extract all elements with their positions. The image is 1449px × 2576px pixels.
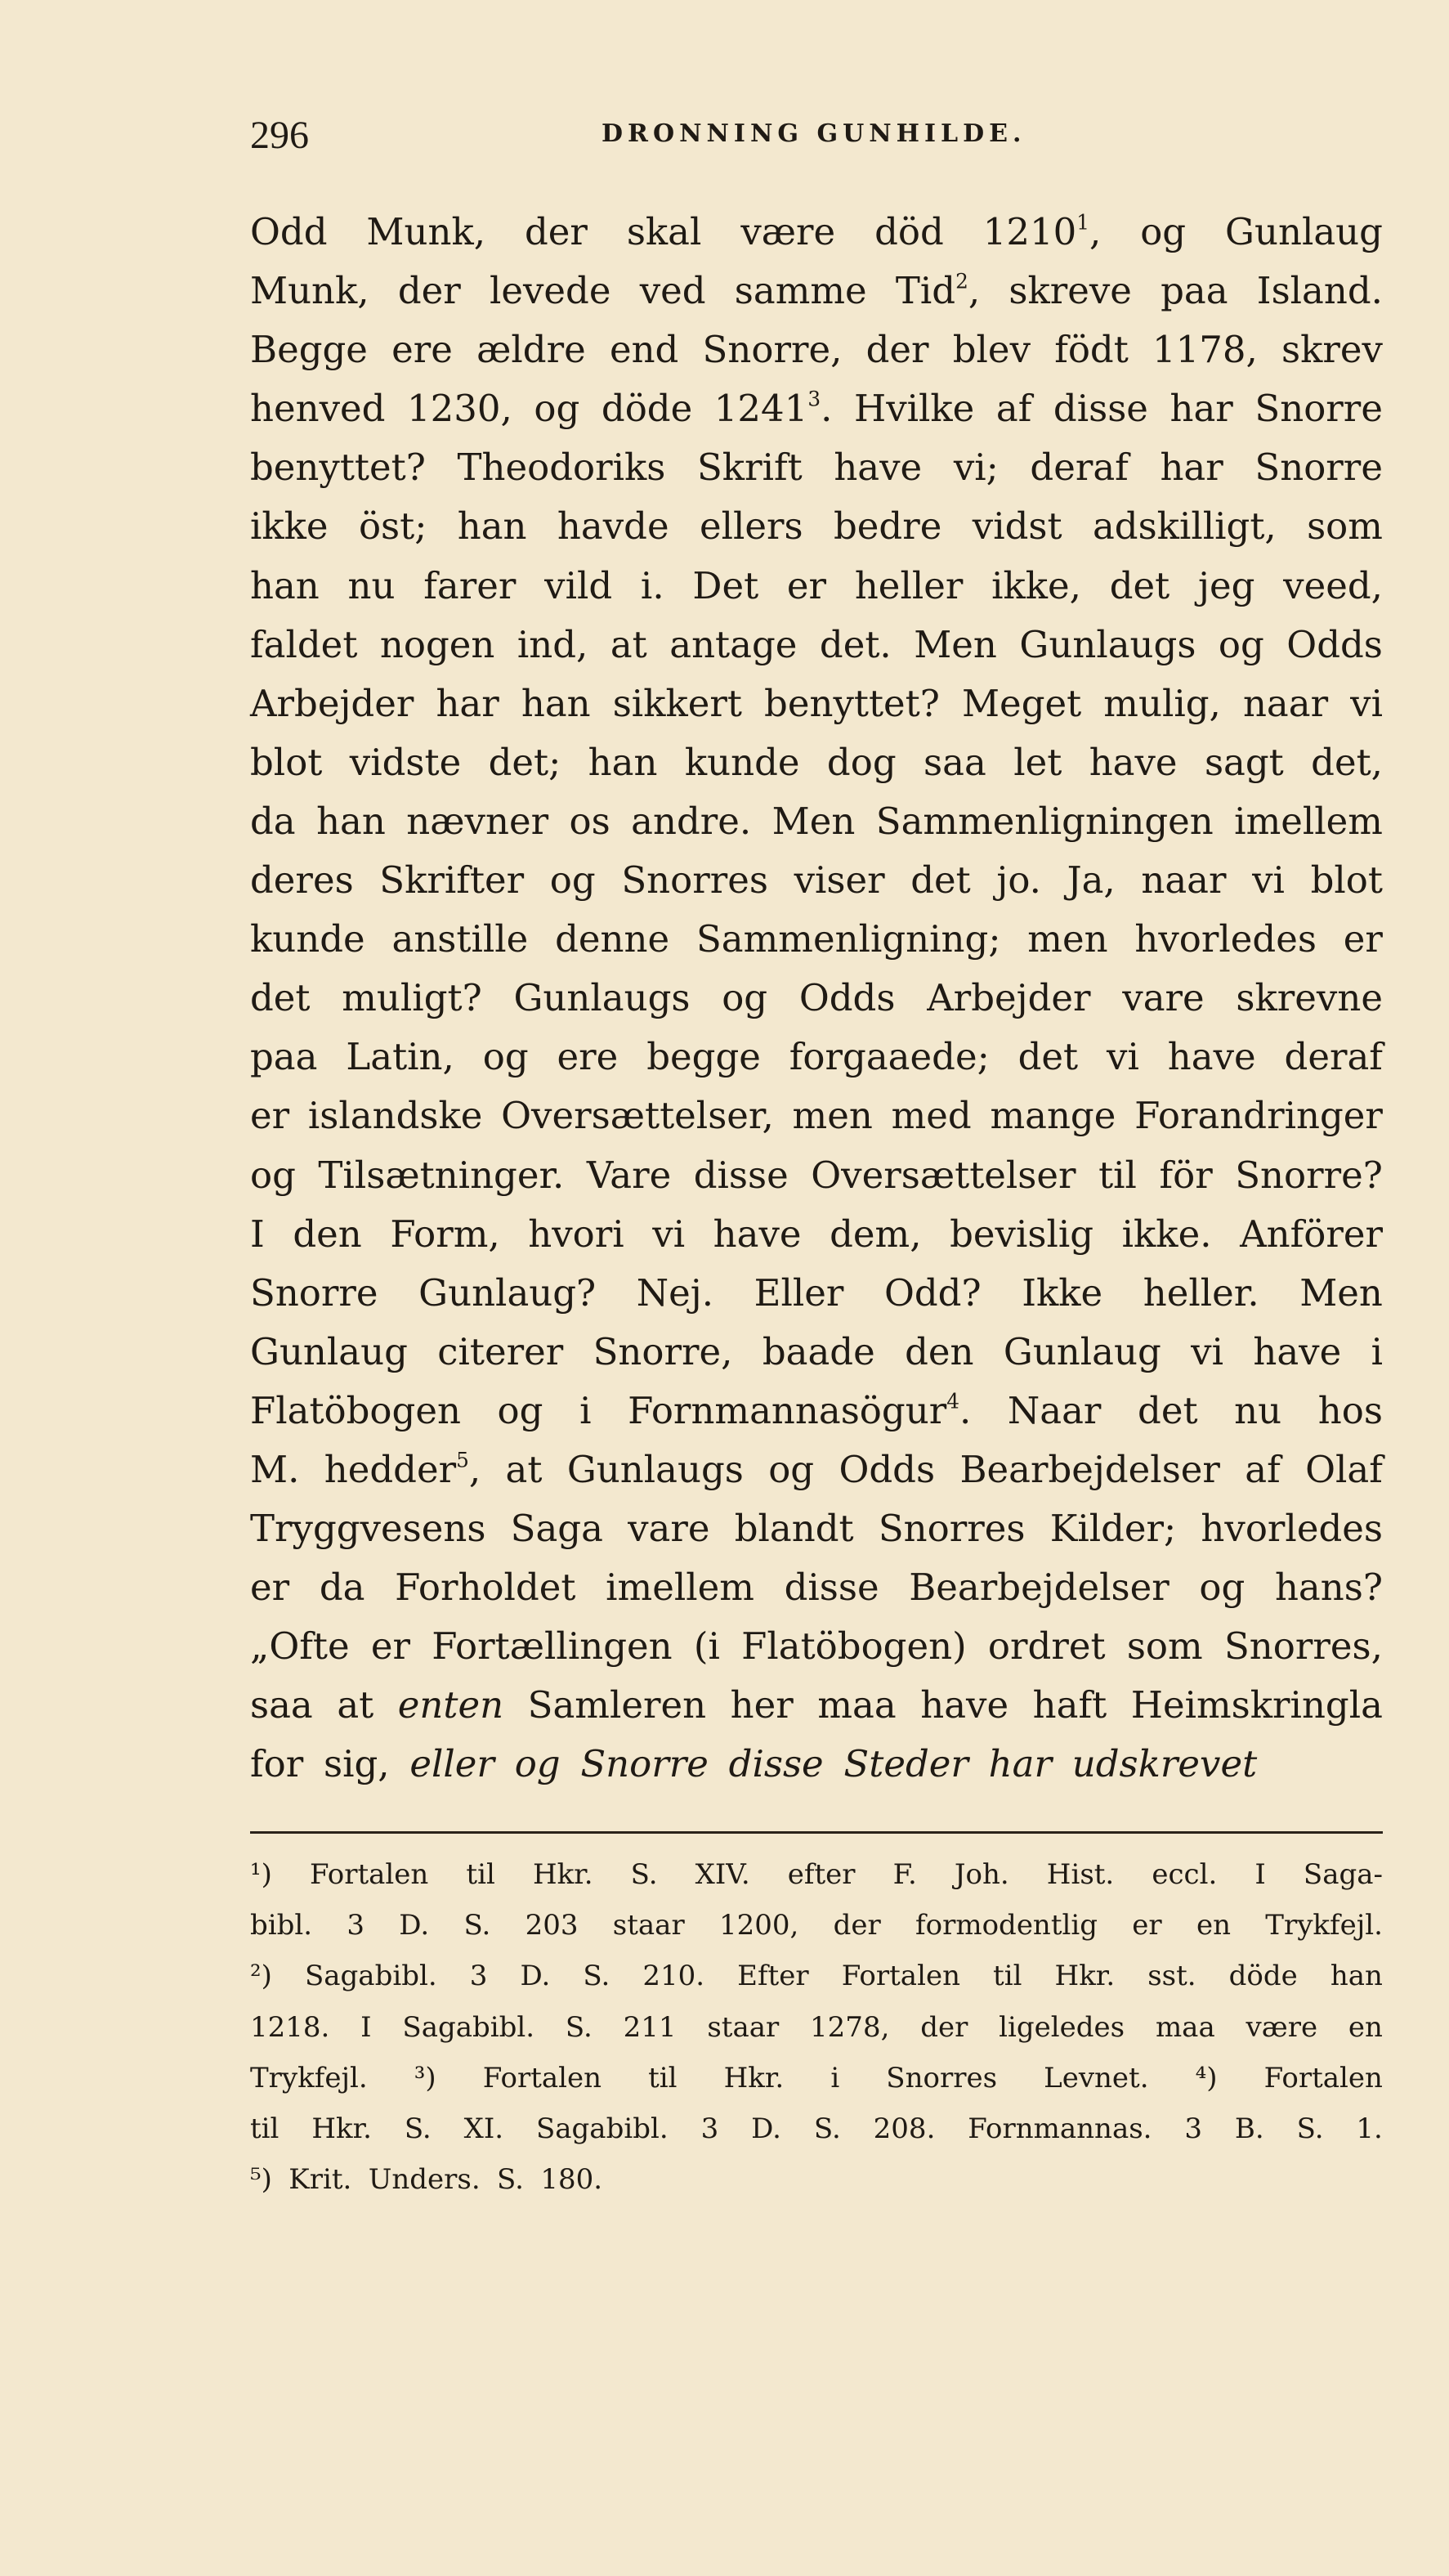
text-line: paa Latin, og ere begge forgaaede; det vi have deraf <box>250 1035 1383 1079</box>
running-title: DRONNING GUNHILDE. <box>602 119 1026 148</box>
footnote-line: ²) Sagabibl. 3 D. S. 210. Efter Fortalen til Hkr. sst. döde han <box>250 1960 1383 1993</box>
text-line: henved 1230, og döde 1241$^3$. Hvilke af disse har Snorre <box>250 387 1383 431</box>
footnotes <box>250 1849 1383 2205</box>
footnote-line: til Hkr. S. XI. Sagabibl. 3 D. S. 208. Fornmannas. 3 B. S. 1. <box>250 2112 1383 2145</box>
text-line: M. hedder$^5$, at Gunlaugs og Odds Bearbejdelser af Olaf <box>250 1447 1383 1491</box>
text-line: Begge ere ældre end Snorre, der blev födt 1178, skrev <box>250 328 1383 372</box>
text-line: deres Skrifter og Snorres viser det jo. Ja, naar vi blot <box>250 858 1383 903</box>
text-line: blot vidste det; han kunde dog saa let have sagt det, <box>250 740 1383 784</box>
text-line: ikke öst; han havde ellers bedre vidst adskilligt, som <box>250 504 1383 549</box>
text-line: er islandske Oversættelser, men med mange Forandringer <box>250 1094 1383 1138</box>
text-line: Flatöbogen og i Fornmannasögur$^4$. Naar det nu hos <box>250 1388 1383 1432</box>
body-text <box>250 203 1383 1794</box>
text-line: det muligt? Gunlaugs og Odds Arbejder vare skrevne <box>250 976 1383 1020</box>
text-line: saa at enten Samleren her maa have haft Heimskringla <box>250 1683 1383 1727</box>
footnote-line: Trykfejl. ³) Fortalen til Hkr. i Snorres Levnet. ⁴) Fortalen <box>250 2061 1383 2094</box>
footnote-line: ⁵) Krit. Unders. S. 180. <box>250 2163 603 2197</box>
text-line: Snorre Gunlaug? Nej. Eller Odd? Ikke heller. Men <box>250 1270 1383 1315</box>
text-line: Munk, der levede ved samme Tid$^2$, skreve paa Island. <box>250 269 1383 313</box>
text-line: I den Form, hvori vi have dem, bevislig ikke. Anförer <box>250 1212 1383 1256</box>
text-line: er da Forholdet imellem disse Bearbejdelser og hans? <box>250 1566 1383 1610</box>
text-line: da han nævner os andre. Men Sammenligningen imellem <box>250 799 1383 843</box>
text-line: for sig, eller og Snorre disse Steder har udskrevet <box>250 1742 1258 1786</box>
running-head <box>250 113 1394 162</box>
text-line: Arbejder har han sikkert benyttet? Meget mulig, naar vi <box>250 681 1383 725</box>
page-number: 296 <box>250 114 309 157</box>
footnote-line: 1218. I Sagabibl. S. 211 staar 1278, der ligeledes maa være en <box>250 2010 1383 2044</box>
text-line: benyttet? Theodoriks Skrift have vi; deraf har Snorre <box>250 446 1383 490</box>
footnote-line: bibl. 3 D. S. 203 staar 1200, der formodentlig er en Trykfejl. <box>250 1909 1383 1942</box>
text-line: og Tilsætninger. Vare disse Oversættelser til för Snorre? <box>250 1153 1383 1197</box>
text-line: Gunlaug citerer Snorre, baade den Gunlaug vi have i <box>250 1329 1383 1373</box>
text-line: Tryggvesens Saga vare blandt Snorres Kilder; hvorledes <box>250 1507 1383 1551</box>
footnote-line: ¹) Fortalen til Hkr. S. XIV. efter F. Joh. Hist. eccl. I Saga- <box>250 1858 1383 1891</box>
text-line: „Ofte er Fortællingen (i Flatöbogen) ordret som Snorres, <box>250 1624 1383 1669</box>
text-line: faldet nogen ind, at antage det. Men Gunlaugs og Odds <box>250 622 1383 666</box>
text-line: han nu farer vild i. Det er heller ikke, det jeg veed, <box>250 563 1383 607</box>
text-line: Odd Munk, der skal være död 1210$^1$, og Gunlaug <box>250 210 1383 253</box>
text-line: kunde anstille denne Sammenligning; men hvorledes er <box>250 917 1383 961</box>
footnote-rule <box>250 1831 1383 1834</box>
